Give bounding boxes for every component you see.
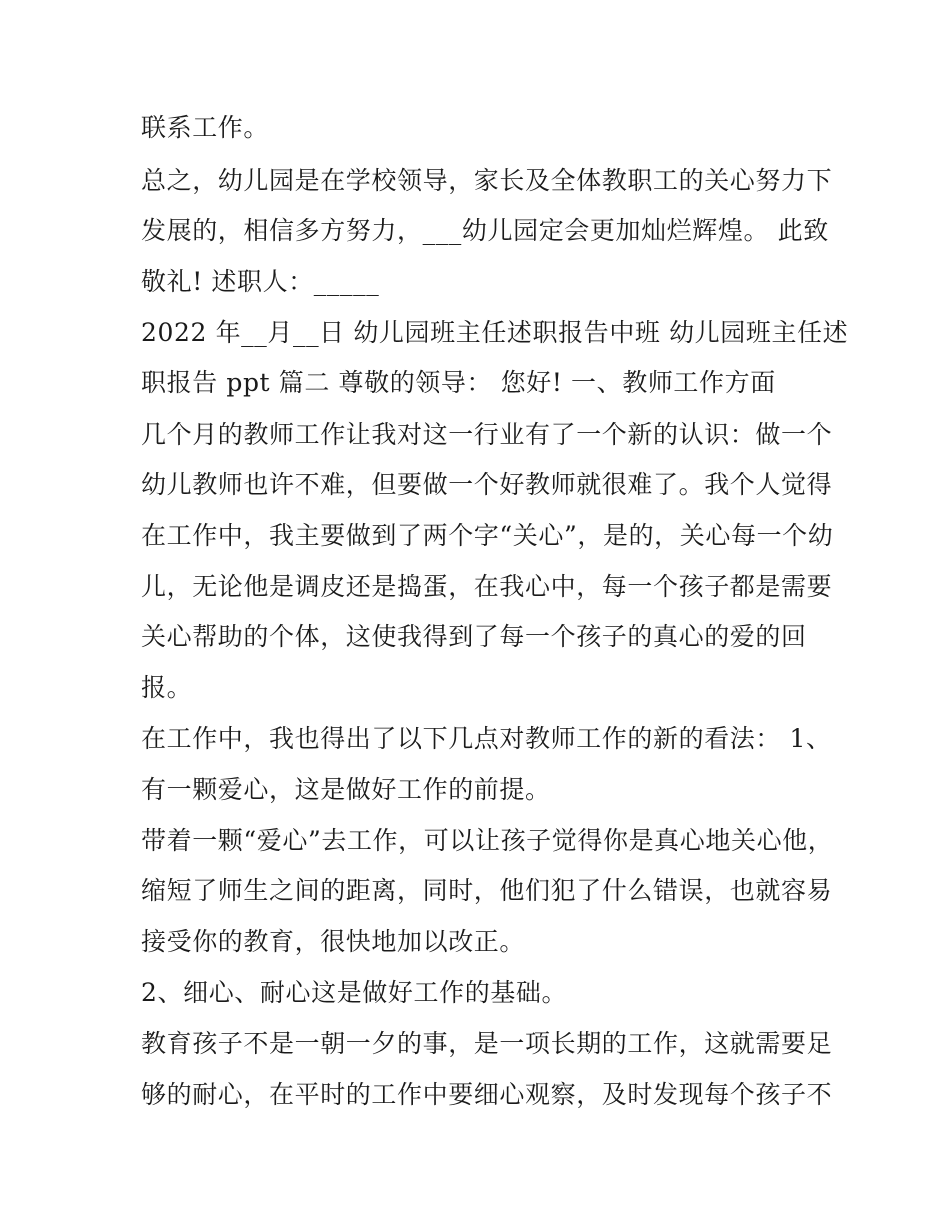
text-line: 几个月的教师工作让我对这一行业有了一个新的认识：做一个 (141, 420, 833, 449)
text-line: 有一颗爱心，这是做好工作的前提。 (141, 775, 551, 804)
text-line: 职报告 ppt 篇二 尊敬的领导： 您好! 一、教师工作方面 (141, 368, 776, 397)
text-line: 联系工作。 (141, 113, 270, 142)
text-line: 在工作中，我也得出了以下几点对教师工作的新的看法： 1、 (141, 724, 832, 753)
text-line: 2、细心、耐心这是做好工作的基础。 (141, 978, 568, 1007)
text-line: 带着一颗“爱心”去工作，可以让孩子觉得你是真心地关心他， (141, 826, 834, 855)
text-line: 关心帮助的个体，这使我得到了每一个孩子的真心的爱的回 (141, 622, 807, 651)
text-line: 总之，幼儿园是在学校领导，家长及全体教职工的关心努力下 (141, 166, 833, 195)
text-line: 接受你的教育，很快地加以改正。 (141, 927, 526, 956)
text-line: 教育孩子不是一朝一夕的事，是一项长期的工作，这就需要足 (141, 1029, 833, 1058)
text-line: 敬礼! 述职人：_____ (141, 267, 380, 296)
text-line: 发展的，相信多方努力，___幼儿园定会更加灿烂辉煌。 此致 (141, 216, 829, 245)
text-line: 报。 (141, 673, 193, 702)
text-line: 幼儿教师也许不难，但要做一个好教师就很难了。我个人觉得 (141, 470, 833, 499)
text-line: 够的耐心，在平时的工作中要细心观察，及时发现每个孩子不 (141, 1080, 833, 1109)
text-line: 缩短了师生之间的距离，同时，他们犯了什么错误，也就容易 (141, 876, 833, 905)
text-line: 儿，无论他是调皮还是捣蛋，在我心中，每一个孩子都是需要 (141, 572, 833, 601)
text-line: 2022 年__月__日 幼儿园班主任述职报告中班 幼儿园班主任述 (141, 318, 849, 347)
text-line: 在工作中，我主要做到了两个字“关心”，是的，关心每一个幼 (141, 521, 834, 550)
